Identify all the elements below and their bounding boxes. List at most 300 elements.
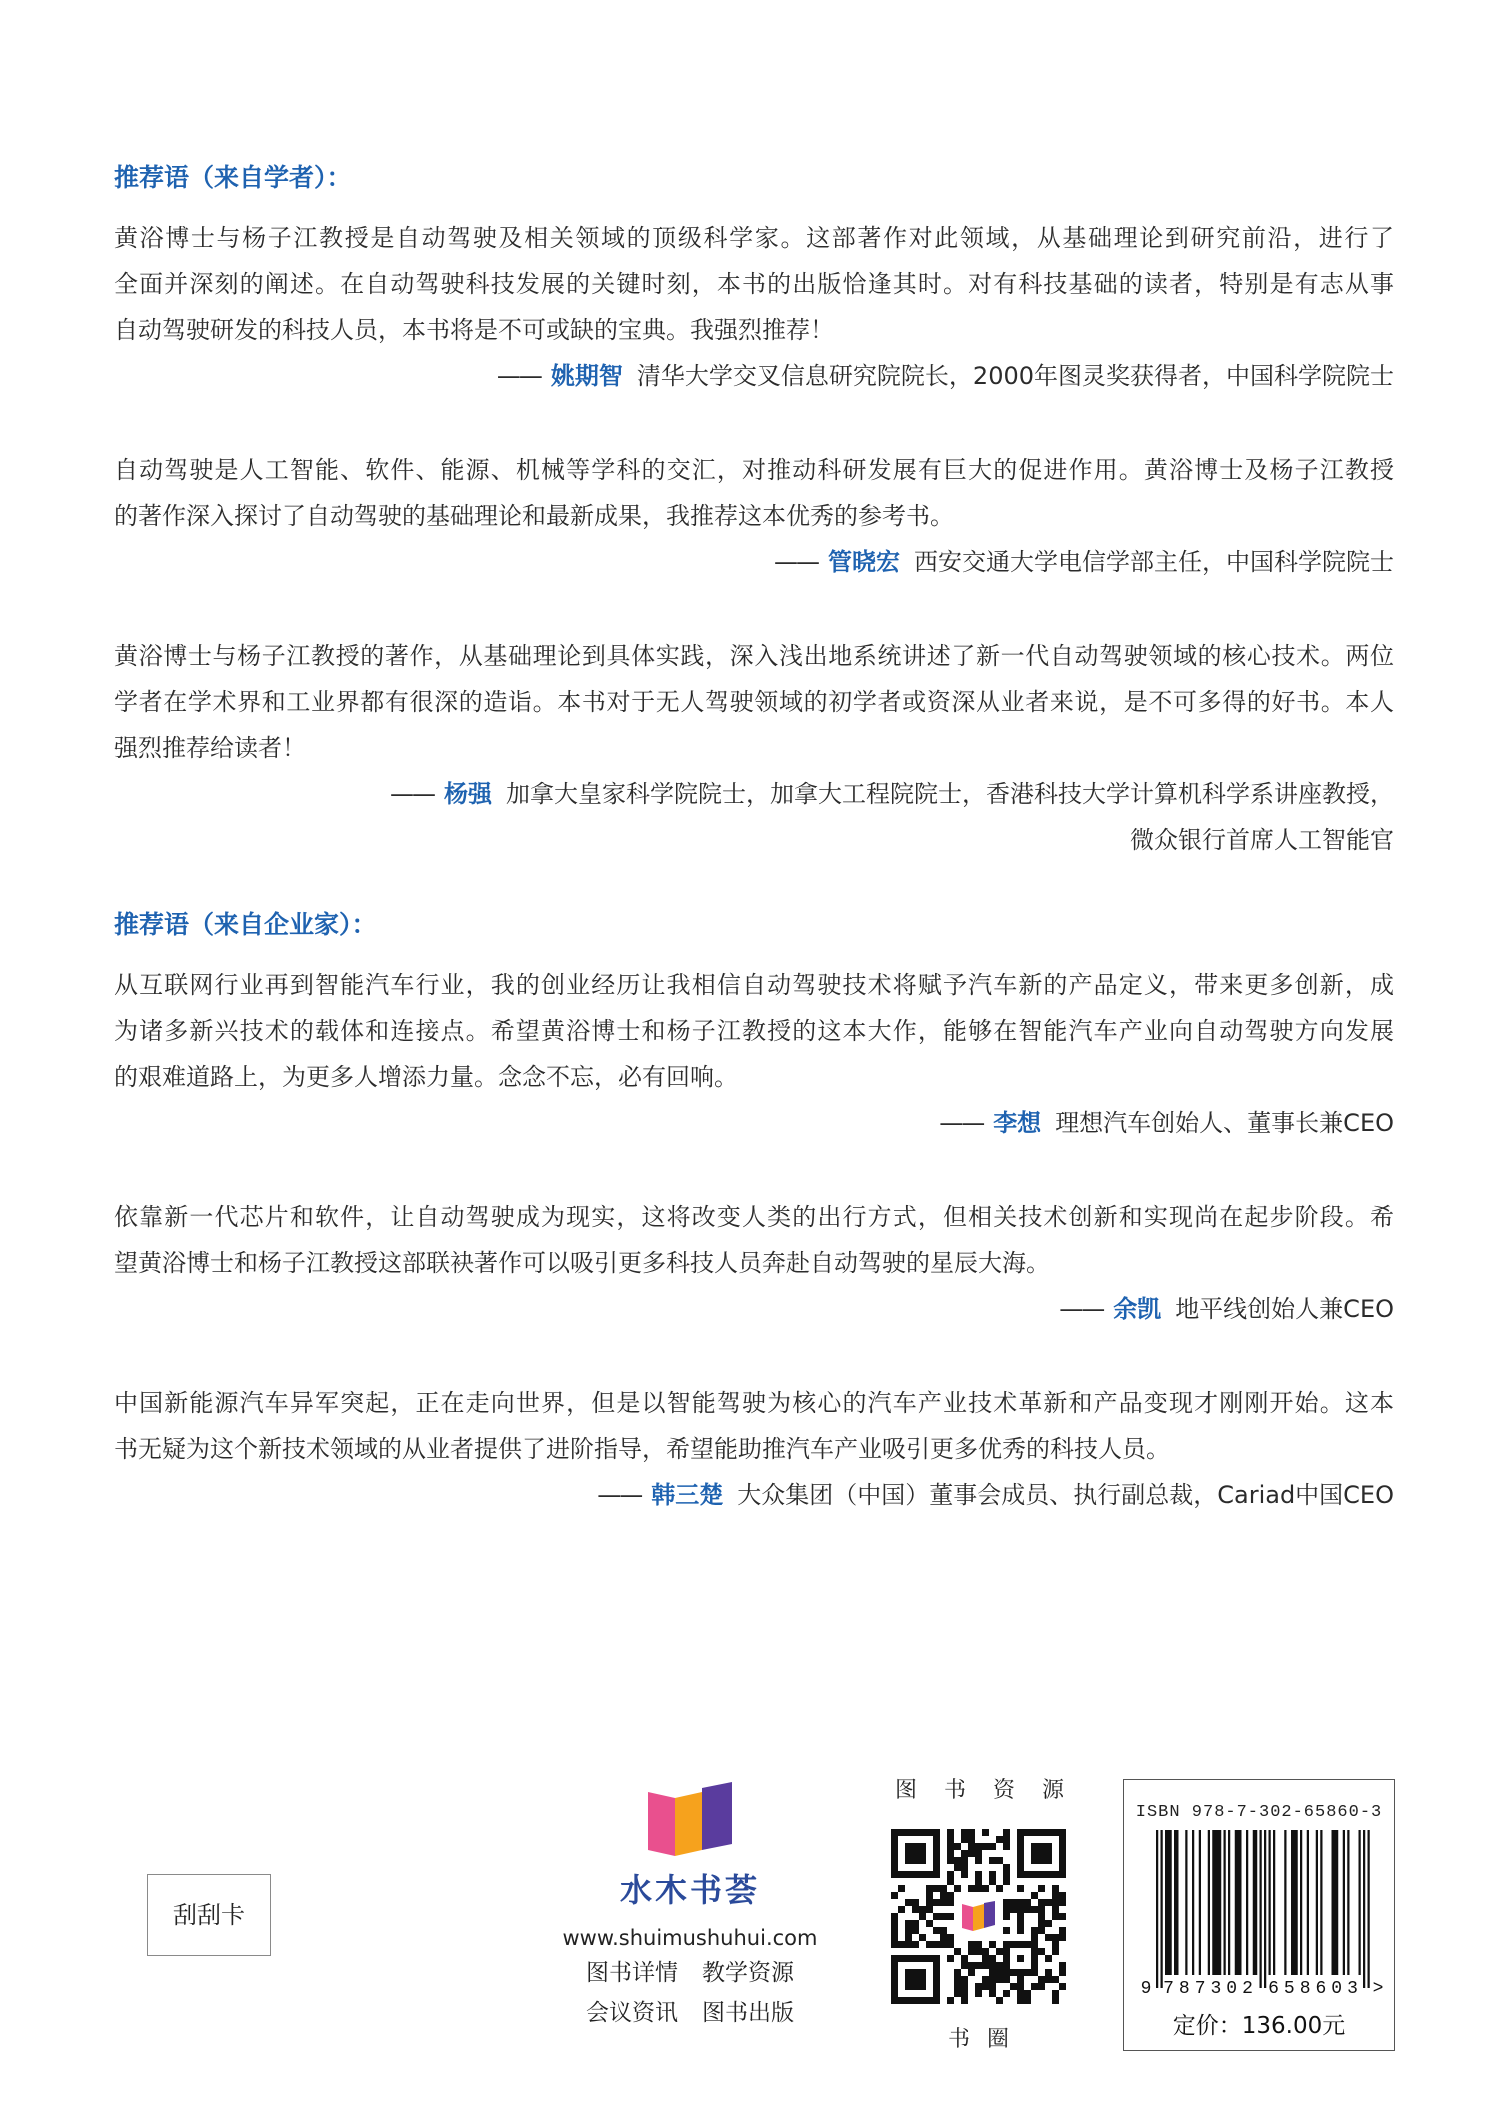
qr-module <box>926 1941 933 1948</box>
review-han-sanchu <box>114 1380 1394 1518</box>
qr-module <box>961 1836 968 1843</box>
review-text-line: 黄浴博士与杨子江教授的著作，从基础理论到具体实践，深入浅出地系统讲述了新一代自动驾驶领域的核心技术。两位 <box>114 642 1394 670</box>
qr-module <box>982 1843 989 1850</box>
barcode-bar <box>1368 1830 1370 1988</box>
qr-module <box>905 1927 912 1934</box>
qr-module <box>919 1934 926 1941</box>
qr-module <box>968 1941 975 1948</box>
reviewer-title: 清华大学交叉信息研究院院长，2000年图灵奖获得者，中国科学院院士 <box>636 362 1394 390</box>
qr-module <box>1038 1913 1045 1920</box>
barcode-lead-digit: 9 <box>1140 1979 1152 1999</box>
qr-module <box>898 1906 905 1913</box>
qr-module <box>1059 1934 1066 1941</box>
qr-module <box>891 1913 898 1920</box>
qr-module <box>1052 1934 1059 1941</box>
entrepreneur-recommendations <box>114 902 1394 1518</box>
barcode-bar <box>1320 1830 1322 1975</box>
attribution-dash: —— <box>390 780 434 808</box>
review-yang-qiang <box>114 633 1394 863</box>
qr-module <box>1038 1948 1045 1955</box>
qr-module <box>989 1941 996 1948</box>
qr-module <box>968 1850 975 1857</box>
barcode-bar <box>1260 1830 1262 1988</box>
qr-module <box>947 1857 954 1864</box>
qr-code-icon <box>891 1829 1066 2004</box>
qr-finder <box>1031 1843 1052 1864</box>
attribution-dash: —— <box>1059 1295 1104 1323</box>
ean13-barcode <box>1156 1830 1370 1990</box>
qr-module <box>961 1850 968 1857</box>
review-li-xiang <box>114 962 1394 1146</box>
qr-module <box>954 1843 961 1850</box>
barcode-bar <box>1208 1830 1210 1975</box>
barcode-bar <box>1307 1830 1309 1975</box>
review-text-line: 自动驾驶研发的科技人员，本书将是不可或缺的宝典。我强烈推荐！ <box>114 316 834 344</box>
review-text-line: 书无疑为这个新技术领域的从业者提供了进阶指导，希望能助推汽车产业吸引更多优秀的科技人员。 <box>114 1435 1170 1463</box>
barcode-right-digits: 658603 <box>1268 1979 1363 1999</box>
qr-module <box>961 1955 968 1962</box>
review-attribution-continued <box>114 817 1394 863</box>
link-teaching-resources: 教学资源 <box>702 1960 794 1986</box>
qr-module <box>891 1920 898 1927</box>
qr-module <box>975 1850 982 1857</box>
barcode-bar <box>1316 1830 1318 1975</box>
qr-module <box>989 1955 996 1962</box>
qr-module <box>1052 1885 1059 1892</box>
section-heading: 推荐语（来自学者）： <box>114 163 352 192</box>
qr-module <box>1017 1885 1024 1892</box>
barcode-bar <box>1269 1830 1271 1975</box>
qr-module <box>1003 1836 1010 1843</box>
barcode-bar <box>1246 1830 1248 1975</box>
qr-module <box>1052 1913 1059 1920</box>
qr-module <box>1010 1983 1017 1990</box>
qr-module <box>975 1857 982 1864</box>
qr-module <box>1003 1871 1010 1878</box>
qr-module <box>1038 1899 1045 1906</box>
qr-module <box>947 1878 954 1885</box>
review-text-line: 全面并深刻的阐述。在自动驾驶科技发展的关键时刻，本书的出版恰逢其时。对有科技基础的读者，特别是有志从事 <box>114 270 1394 298</box>
qr-module <box>1003 1899 1010 1906</box>
barcode-quiet-zone-arrow: > <box>1372 1979 1384 1999</box>
qr-module <box>961 1976 968 1983</box>
reviewer-name: 管晓宏 <box>828 548 900 576</box>
barcode-bar <box>1235 1830 1242 1975</box>
attribution-dash: —— <box>774 548 818 576</box>
qr-module <box>1052 1906 1059 1913</box>
book-stack-logo-icon <box>642 1780 738 1858</box>
qr-module <box>919 1906 926 1913</box>
qr-module <box>905 1899 912 1906</box>
review-attribution <box>114 1286 1394 1332</box>
qr-module <box>947 1892 954 1899</box>
qr-module <box>1038 1920 1045 1927</box>
scholar-recommendations <box>114 155 1394 863</box>
qr-module <box>905 1934 912 1941</box>
review-text-line: 学者在学术界和工业界都有很深的造诣。本书对于无人驾驶领域的初学者或资深从业者来说，是不可多得的好书。本人 <box>114 688 1394 716</box>
qr-module <box>919 1913 926 1920</box>
qr-module <box>996 1976 1003 1983</box>
qr-module <box>1031 1892 1038 1899</box>
qr-module <box>947 1836 954 1843</box>
qr-module <box>947 1934 954 1941</box>
section-heading: 推荐语（来自企业家）： <box>114 910 377 939</box>
qr-module <box>1017 1990 1024 1997</box>
qr-module <box>1031 1906 1038 1913</box>
review-text-line: 中国新能源汽车异军突起，正在走向世界，但是以智能驾驶为核心的汽车产业技术革新和产品变现才刚刚开始。这本 <box>114 1389 1394 1417</box>
reviewer-title: 地平线创始人兼CEO <box>1175 1295 1394 1323</box>
qr-module <box>961 1857 968 1864</box>
qr-module <box>1017 1983 1024 1990</box>
qr-module <box>1059 1962 1066 1969</box>
qr-module <box>989 1871 996 1878</box>
publisher-links-row <box>530 1953 850 1993</box>
qr-module <box>933 1941 940 1948</box>
qr-module <box>1031 1927 1038 1934</box>
qr-module <box>1052 1948 1059 1955</box>
qr-module <box>1003 1829 1010 1836</box>
publisher-logo-text: 水木书荟 <box>619 1871 760 1909</box>
review-text-line: 为诸多新兴技术的载体和连接点。希望黄浴博士和杨子江教授的这本大作，能够在智能汽车产业向自动驾驶方向发展 <box>114 1017 1394 1045</box>
review-yao-qizhi <box>114 215 1394 399</box>
review-text-line: 望黄浴博士和杨子江教授这部联袂著作可以吸引更多科技人员奔赴自动驾驶的星辰大海。 <box>114 1249 1050 1277</box>
qr-module <box>1017 1920 1024 1927</box>
qr-module <box>912 1927 919 1934</box>
qr-module <box>905 1920 912 1927</box>
reviewer-title: 加拿大皇家科学院院士，加拿大工程院院士，香港科技大学计算机科学系讲座教授， <box>506 780 1394 808</box>
qr-module <box>947 1997 954 2004</box>
qr-module <box>912 1920 919 1927</box>
qr-module <box>1052 1990 1059 1997</box>
qr-module <box>1031 1983 1038 1990</box>
qr-module <box>996 1857 1003 1864</box>
qr-module <box>1045 1976 1052 1983</box>
qr-module <box>891 1927 898 1934</box>
qr-module <box>1003 1864 1010 1871</box>
review-attribution <box>114 1472 1394 1518</box>
qr-module <box>947 1871 954 1878</box>
qr-module <box>1059 1892 1066 1899</box>
qr-module <box>982 1955 989 1962</box>
qr-module <box>926 1892 933 1899</box>
qr-module <box>1038 1927 1045 1934</box>
review-text-line: 黄浴博士与杨子江教授是自动驾驶及相关领域的顶级科学家。这部著作对此领域，从基础理论到研究前沿，进行了 <box>114 224 1394 252</box>
qr-module <box>996 1997 1003 2004</box>
review-attribution <box>114 771 1394 817</box>
qr-center-logo-icon <box>962 1904 973 1931</box>
link-conference-news: 会议资讯 <box>586 2000 678 2026</box>
qr-module <box>961 1871 968 1878</box>
qr-module <box>1045 1969 1052 1976</box>
qr-module <box>975 1941 982 1948</box>
qr-module <box>1059 1969 1066 1976</box>
barcode-bar <box>1192 1830 1194 1975</box>
barcode-left-digits: 787302 <box>1163 1979 1258 1999</box>
qr-module <box>982 1976 989 1983</box>
qr-module <box>1045 1955 1052 1962</box>
qr-module <box>940 1927 947 1934</box>
logo-pink-panel <box>648 1792 675 1856</box>
qr-module <box>1059 1983 1066 1990</box>
qr-module <box>954 1983 961 1990</box>
qr-module <box>1052 1892 1059 1899</box>
qr-module <box>954 1990 961 1997</box>
review-text-line: 强烈推荐给读者！ <box>114 734 306 762</box>
qr-center-logo-icon <box>973 1904 984 1931</box>
qr-module <box>912 1941 919 1948</box>
qr-module <box>940 1899 947 1906</box>
qr-module <box>975 1871 982 1878</box>
qr-module <box>1024 1990 1031 1997</box>
qr-module <box>1052 1997 1059 2004</box>
qr-module <box>982 1885 989 1892</box>
qr-module <box>947 1843 954 1850</box>
qr-module <box>968 1829 975 1836</box>
barcode-bar <box>1300 1830 1302 1975</box>
barcode-bar <box>1161 1830 1163 1988</box>
qr-module <box>982 1983 989 1990</box>
scratch-card: 刮刮卡 <box>147 1874 271 1956</box>
qr-bottom-label: 书圈 <box>948 2027 1027 2052</box>
qr-module <box>975 1990 982 1997</box>
reviewer-name: 韩三楚 <box>651 1481 724 1509</box>
qr-module <box>989 1983 996 1990</box>
review-text-line: 依靠新一代芯片和软件，让自动驾驶成为现实，这将改变人类的出行方式，但相关技术创新和实现尚在起步阶段。希 <box>114 1203 1394 1231</box>
qr-module <box>947 1829 954 1836</box>
review-text-line: 从互联网行业再到智能汽车行业，我的创业经历让我相信自动驾驶技术将赋予汽车新的产品定义，带来更多创新，成 <box>114 971 1394 999</box>
qr-module <box>1017 1913 1024 1920</box>
qr-module <box>961 1997 968 2004</box>
qr-module <box>989 1990 996 1997</box>
qr-module <box>996 1885 1003 1892</box>
barcode-bar <box>1224 1830 1226 1975</box>
barcode-bar <box>1264 1830 1266 1988</box>
barcode-bar <box>1273 1830 1275 1975</box>
qr-module <box>1003 1976 1010 1983</box>
qr-module <box>1045 1934 1052 1941</box>
qr-module <box>1017 1927 1024 1934</box>
qr-module <box>912 1899 919 1906</box>
qr-finder <box>905 1843 926 1864</box>
qr-module <box>1010 1906 1017 1913</box>
reviewer-name: 余凯 <box>1113 1295 1162 1323</box>
qr-module <box>961 1983 968 1990</box>
qr-module <box>891 1941 898 1948</box>
barcode-bar <box>1253 1830 1258 1975</box>
qr-module <box>975 1983 982 1990</box>
logo-orange-panel <box>675 1792 702 1856</box>
qr-module <box>961 1829 968 1836</box>
qr-module <box>1024 1899 1031 1906</box>
qr-module <box>926 1920 933 1927</box>
barcode-bar <box>1228 1830 1230 1975</box>
reviewer-name: 杨强 <box>444 780 492 808</box>
qr-module <box>1052 1899 1059 1906</box>
link-book-publishing: 图书出版 <box>702 2000 794 2026</box>
reviewer-title: 微众银行首席人工智能官 <box>1130 826 1394 854</box>
qr-module <box>989 1969 996 1976</box>
qr-module <box>968 1843 975 1850</box>
qr-module <box>954 1864 961 1871</box>
qr-module <box>947 1913 954 1920</box>
qr-module <box>1024 1906 1031 1913</box>
qr-module <box>1038 1983 1045 1990</box>
qr-module <box>947 1941 954 1948</box>
barcode-bar <box>1165 1830 1172 1975</box>
qr-module <box>975 1885 982 1892</box>
qr-module <box>1017 1906 1024 1913</box>
qr-module <box>954 1885 961 1892</box>
qr-module <box>975 1948 982 1955</box>
reviewer-title: 理想汽车创始人、董事长兼CEO <box>1055 1109 1394 1137</box>
qr-module <box>1059 1913 1066 1920</box>
barcode-bar <box>1363 1830 1365 1988</box>
qr-module <box>1003 1843 1010 1850</box>
qr-module <box>1045 1899 1052 1906</box>
qr-module <box>954 1976 961 1983</box>
qr-module <box>1059 1927 1066 1934</box>
reviewer-title: 西安交通大学电信学部主任，中国科学院院士 <box>914 548 1394 576</box>
attribution-dash: —— <box>939 1109 984 1137</box>
qr-module <box>961 1990 968 1997</box>
barcode-bar <box>1291 1830 1298 1975</box>
qr-module <box>968 1836 975 1843</box>
qr-module <box>968 1948 975 1955</box>
qr-module <box>947 1899 954 1906</box>
qr-module <box>947 1955 954 1962</box>
review-guan-xiaohong <box>114 447 1394 585</box>
qr-module <box>898 1941 905 1948</box>
qr-module <box>1031 1934 1038 1941</box>
qr-module <box>1003 1927 1010 1934</box>
barcode-bar <box>1343 1830 1345 1975</box>
barcode-bar <box>1284 1830 1286 1975</box>
qr-module <box>982 1948 989 1955</box>
qr-module <box>933 1913 940 1920</box>
qr-module <box>1003 1913 1010 1920</box>
qr-module <box>940 1892 947 1899</box>
barcode-bar <box>1185 1830 1187 1975</box>
qr-center-logo-icon <box>984 1901 995 1928</box>
qr-module <box>1003 1878 1010 1885</box>
qr-module <box>1003 1990 1010 1997</box>
qr-module <box>940 1913 947 1920</box>
qr-module <box>940 1941 947 1948</box>
review-text-line: 的艰难道路上，为更多人增添力量。念念不忘，必有回响。 <box>114 1063 738 1091</box>
qr-module <box>989 1857 996 1864</box>
qr-module <box>1038 1885 1045 1892</box>
qr-module <box>1017 1976 1024 1983</box>
qr-module <box>996 1962 1003 1969</box>
isbn-label: ISBN 978-7-302-65860-3 <box>1135 1803 1383 1822</box>
qr-module <box>982 1962 989 1969</box>
qr-module <box>1059 1899 1066 1906</box>
review-attribution <box>114 353 1394 399</box>
qr-module <box>891 1892 898 1899</box>
qr-module <box>1052 1941 1059 1948</box>
qr-module <box>968 1885 975 1892</box>
price-label: 定价：136.00元 <box>1172 2013 1346 2039</box>
qr-module <box>996 1948 1003 1955</box>
qr-module <box>975 1843 982 1850</box>
recommendations <box>114 155 1394 1518</box>
qr-module <box>940 1885 947 1892</box>
qr-module <box>933 1885 940 1892</box>
qr-module <box>933 1927 940 1934</box>
barcode-bar <box>1199 1830 1201 1975</box>
qr-module <box>926 1899 933 1906</box>
qr-module <box>968 1962 975 1969</box>
reviewer-name: 姚期智 <box>550 362 623 390</box>
qr-module <box>912 1906 919 1913</box>
review-text-line: 自动驾驶是人工智能、软件、能源、机械等学科的交汇，对推动科研发展有巨大的促进作用。黄浴博士及杨子江教授 <box>114 456 1394 484</box>
barcode-bar <box>1156 1830 1158 1988</box>
qr-module <box>1038 1906 1045 1913</box>
qr-module <box>1052 1976 1059 1983</box>
publisher-links-row <box>530 1993 850 2033</box>
qr-module <box>1003 1906 1010 1913</box>
qr-module <box>954 1948 961 1955</box>
qr-module <box>968 1969 975 1976</box>
qr-module <box>954 1857 961 1864</box>
review-attribution <box>114 1100 1394 1146</box>
qr-module <box>996 1836 1003 1843</box>
qr-module <box>905 1941 912 1948</box>
qr-module <box>926 1885 933 1892</box>
qr-alignment <box>1017 1955 1024 1962</box>
qr-module <box>1045 1920 1052 1927</box>
publisher-block <box>530 1780 850 2033</box>
logo-purple-panel <box>702 1782 732 1850</box>
reviewer-title: 大众集团（中国）董事会成员、执行副总裁，Cariad中国CEO <box>737 1481 1394 1509</box>
barcode-bar <box>1212 1830 1221 1975</box>
qr-top-label: 图书资源 <box>895 1778 1092 1803</box>
qr-module <box>989 1843 996 1850</box>
qr-module <box>961 1962 968 1969</box>
qr-module <box>989 1976 996 1983</box>
qr-module <box>1017 1899 1024 1906</box>
review-text-line: 的著作深入探讨了自动驾驶的基础理论和最新成果，我推荐这本优秀的参考书。 <box>114 502 954 530</box>
qr-module <box>1024 1997 1031 2004</box>
qr-module <box>975 1962 982 1969</box>
qr-module <box>933 1899 940 1906</box>
barcode-bar <box>1174 1830 1179 1975</box>
barcode-bar <box>1347 1830 1349 1975</box>
publisher-url: www.shuimushuhui.com <box>562 1926 818 1950</box>
qr-module <box>975 1878 982 1885</box>
qr-finder <box>905 1969 926 1990</box>
qr-module <box>961 1864 968 1871</box>
qr-module <box>1017 1997 1024 2004</box>
attribution-dash: —— <box>597 1481 642 1509</box>
barcode-bar <box>1359 1830 1361 1975</box>
qr-module <box>954 1969 961 1976</box>
qr-module <box>947 1850 954 1857</box>
attribution-dash: —— <box>496 362 541 390</box>
qr-module <box>982 1829 989 1836</box>
qr-module <box>996 1969 1003 1976</box>
reviewer-name: 李想 <box>993 1109 1042 1137</box>
qr-module <box>989 1878 996 1885</box>
review-yu-kai <box>114 1194 1394 1332</box>
qr-module <box>1010 1899 1017 1906</box>
qr-module <box>1038 1976 1045 1983</box>
qr-module <box>891 1934 898 1941</box>
qr-module <box>989 1962 996 1969</box>
barcode-bar <box>1332 1830 1339 1975</box>
link-book-details: 图书详情 <box>586 1960 678 1986</box>
qr-module <box>926 1906 933 1913</box>
